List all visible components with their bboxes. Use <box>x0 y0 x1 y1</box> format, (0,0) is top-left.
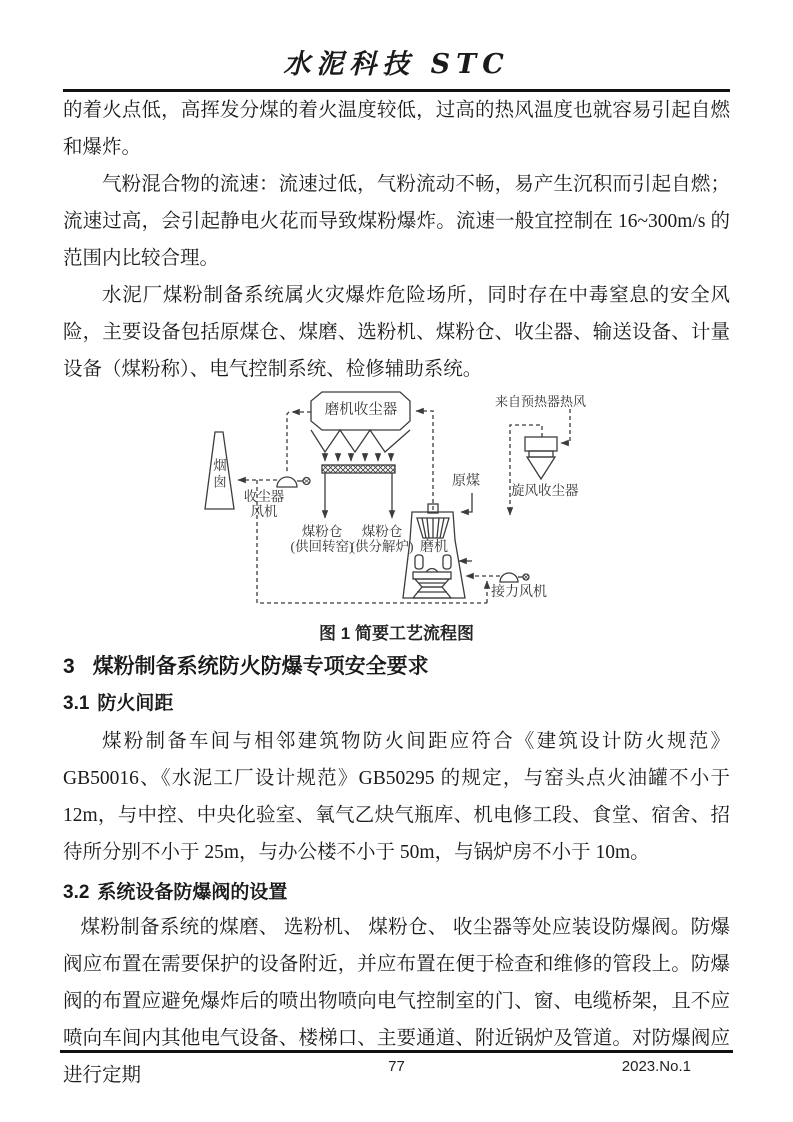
paragraph-ignition: 的着火点低，高挥发分煤的着火温度较低，过高的热风温度也就容易引起自燃和爆炸。 <box>63 100 730 158</box>
section-3-1-heading <box>63 690 730 718</box>
figure-caption: 图 1 简要工艺流程图 <box>319 624 474 643</box>
mill-dust-collector-label: 磨机收尘器 <box>324 402 398 418</box>
paragraph-fire-separation: 煤粉制备车间与相邻建筑物防火间距应符合《建筑设计防火规范》GB50016、《水泥工厂设计规范》GB50295 的规定，与窑头点火油罐不小于 12m，与中控、中央化验室、氧气乙炔气瓶库、机电修工段、食堂、宿舍、招待所分别不小于 25m，与办公楼不小于 50m，与锅炉房不小于 10m。 <box>63 731 730 863</box>
section-3-2-title: 系统设备防爆阀的设置 <box>97 882 288 903</box>
silo-kiln-sub: (供回转窑) <box>290 539 354 554</box>
journal-title: 水泥科技 STC <box>283 49 510 80</box>
section-3-title: 煤粉制备系统防火防爆专项安全要求 <box>92 655 429 678</box>
silo-calciner-name: 煤粉仓 <box>361 524 403 539</box>
paragraph-system-overview: 水泥厂煤粉制备系统属火灾爆炸危险场所，同时存在中毒窒息的安全风险，主要设备包括原煤仓、煤磨、选粉机、煤粉仓、收尘器、输送设备、计量设备（煤粉称）、电气控制系统、检修辅助系统。 <box>63 285 730 380</box>
silo-calciner-sub: (供分解炉) <box>350 539 414 554</box>
collector-fan-label-line1: 收尘器 <box>243 489 285 504</box>
silo-kiln-name: 煤粉仓 <box>301 524 343 539</box>
section-3-1-number: 3.1 <box>63 693 90 714</box>
paragraph-flow-speed: 气粉混合物的流速：流速过低，气粉流动不畅，易产生沉积而引起自燃；流速过高，会引起静电火花而导致煤粉爆炸。流速一般宜控制在 16~300m/s 的范围内比较合理。 <box>63 174 730 269</box>
collector-fan-label <box>229 489 299 519</box>
process-flow-figure <box>63 390 730 615</box>
section-3-2-heading <box>63 879 730 907</box>
screw-conveyor <box>322 465 395 473</box>
process-flow-diagram <box>63 390 723 615</box>
raw-coal-label: 原煤 <box>452 474 480 489</box>
section-3-number: 3 <box>63 655 75 678</box>
issue-number: 2023.No.1 <box>621 1058 691 1075</box>
collector-fan-label-line2: 风机 <box>250 504 278 519</box>
cyclone-shape <box>525 437 557 451</box>
mill-label: 磨机 <box>420 540 448 555</box>
page-number: 77 <box>388 1058 405 1075</box>
section-3-1-title: 防火间距 <box>97 693 174 714</box>
page-footer <box>60 1050 733 1075</box>
relay-fan-icon <box>500 573 518 582</box>
section-3-heading <box>63 652 730 682</box>
cyclone-label: 旋风收尘器 <box>511 483 579 498</box>
preheater-hot-air-label: 来自预热器热风 <box>495 394 587 409</box>
section-3-2-number: 3.2 <box>63 882 90 903</box>
paragraph-explosion-valves: 煤粉制备系统的煤磨、 选粉机、 煤粉仓、 收尘器等处应装设防爆阀。防爆阀应布置在需要保护的设备附近，并应布置在便于检查和维修的管段上。防爆阀的布置应避免爆炸后的喷出物喷向电气控制室的门、窗、电缆桥架，且不应喷向车间内其他电气设备、楼梯口、主要通道、附近锅炉及管道。对防爆阀应进行定期 <box>63 917 730 1086</box>
body-text <box>63 92 730 388</box>
relay-fan-label: 接力风机 <box>491 585 547 600</box>
page-content <box>63 0 730 1094</box>
collector-fan-icon <box>277 477 297 487</box>
chimney-label: 烟囱 <box>211 458 226 491</box>
